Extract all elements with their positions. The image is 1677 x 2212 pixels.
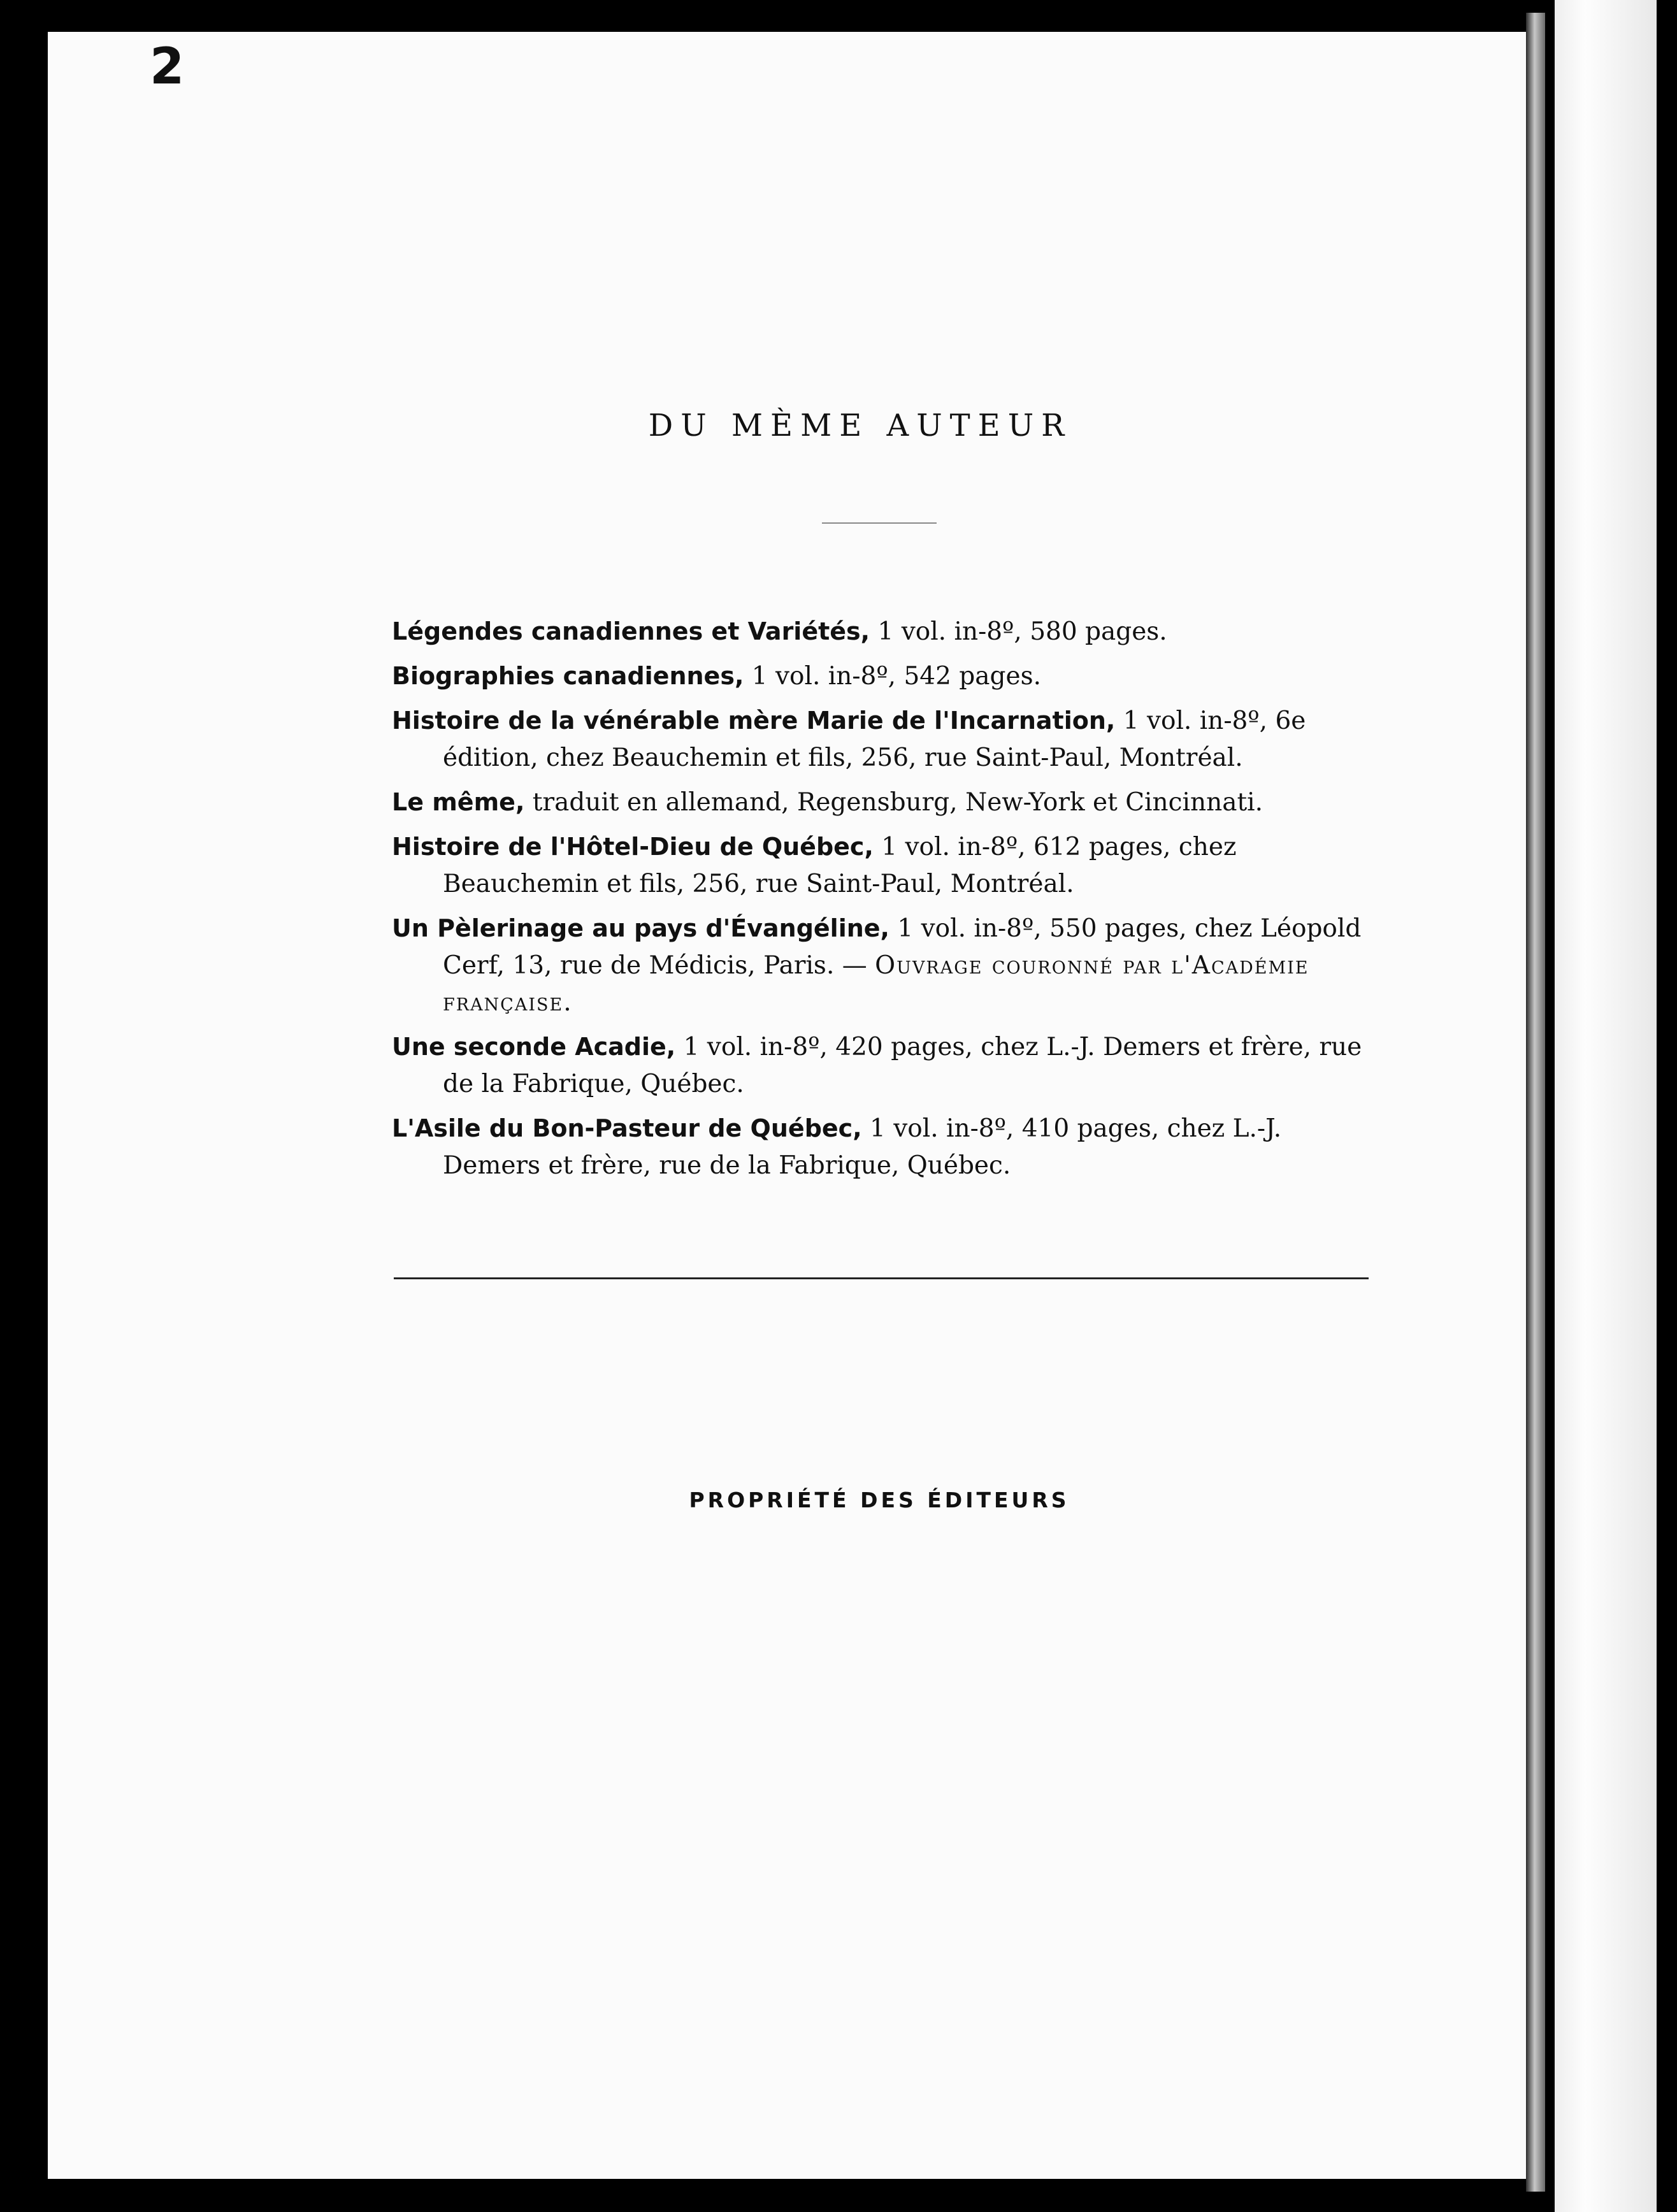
adjacent-page-edge [1555, 0, 1657, 2212]
work-details: 1 vol. in-8º, 612 pages, chez Beauchemin et fils, 256, rue Saint-Paul, Montréal. [443, 833, 1237, 898]
work-entry [392, 828, 1373, 903]
work-entry [392, 1028, 1373, 1103]
book-spine [1526, 13, 1545, 2192]
works-list [392, 613, 1373, 1191]
heading-rule [822, 522, 937, 524]
work-details: 1 vol. in-8º, 420 pages, chez L.-J. Demers et frère, rue de la Fabrique, Québec. [443, 1033, 1362, 1098]
award-note: Ouvrage couronné par l'Académie française. [443, 951, 1309, 1017]
work-entry [392, 702, 1373, 777]
work-details: 1 vol. in-8º, 550 pages, chez Léopold Cerf, 13, rue de Médicis, Paris. — [443, 914, 1362, 980]
work-entry [392, 1110, 1373, 1184]
work-title: Biographies canadiennes, [392, 662, 744, 690]
work-details: traduit en allemand, Regensburg, New-York et Cincinnati. [524, 788, 1263, 817]
scan-border [1657, 0, 1677, 2212]
copyright-notice: PROPRIÉTÉ DES ÉDITEURS [689, 1488, 1070, 1512]
work-details: 1 vol. in-8º, 6e édition, chez Beauchemin et fils, 256, rue Saint-Paul, Montréal. [443, 707, 1306, 772]
work-entry [392, 613, 1373, 650]
work-title: Légendes canadiennes et Variétés, [392, 617, 870, 645]
work-title: Le même, [392, 788, 525, 816]
work-title: Une seconde Acadie, [392, 1033, 676, 1061]
page-number: 2 [150, 38, 185, 96]
work-title: Histoire de la vénérable mère Marie de l'Incarnation, [392, 707, 1116, 735]
work-details: 1 vol. in-8º, 410 pages, chez L.-J. Demers et frère, rue de la Fabrique, Québec. [443, 1114, 1282, 1180]
work-details: 1 vol. in-8º, 542 pages. [744, 662, 1041, 691]
work-title: Histoire de l'Hôtel-Dieu de Québec, [392, 833, 874, 861]
work-entry [392, 657, 1373, 695]
work-entry [392, 784, 1373, 821]
work-details: 1 vol. in-8º, 580 pages. [870, 617, 1167, 646]
work-entry [392, 910, 1373, 1021]
work-title: Un Pèlerinage au pays d'Évangéline, [392, 914, 889, 942]
section-rule [394, 1277, 1369, 1279]
work-title: L'Asile du Bon-Pasteur de Québec, [392, 1114, 862, 1142]
page-heading: DU MÈME AUTEUR [648, 408, 1072, 443]
